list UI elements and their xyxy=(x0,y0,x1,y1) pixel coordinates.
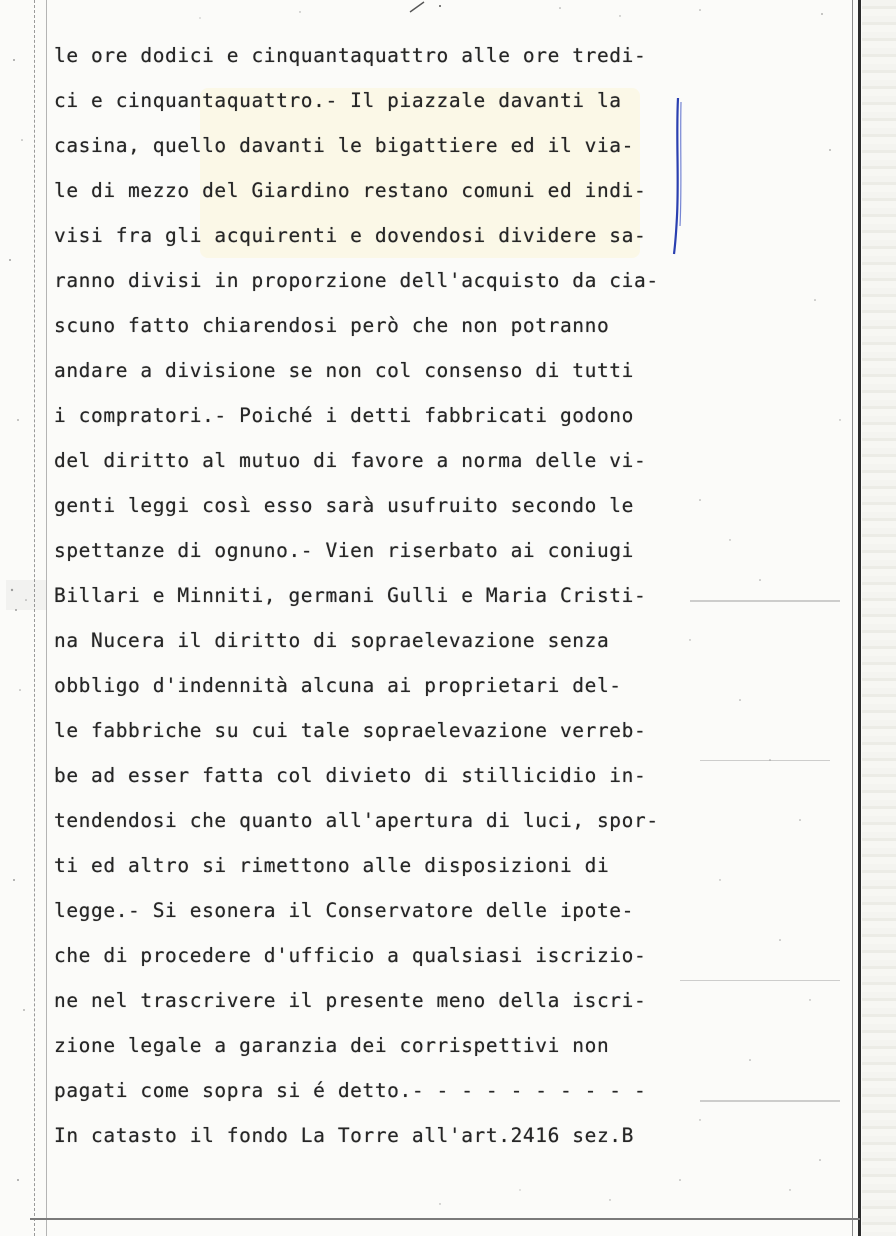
text-line: pagati come sopra si é detto.- - - - - - - - - - xyxy=(54,1079,647,1102)
text-line: ne nel trascrivere il presente meno della iscri- xyxy=(54,989,647,1012)
text-line: le ore dodici e cinquantaquattro alle ore tredi- xyxy=(54,44,647,67)
text-line: spettanze di ognuno.- Vien riserbato ai coniugi xyxy=(54,539,634,562)
right-rule-thin xyxy=(852,0,853,1236)
text-line: andare a divisione se non col consenso di tutti xyxy=(54,359,634,382)
text-line: In catasto il fondo La Torre all'art.2416 sez.B xyxy=(54,1124,634,1147)
text-line: ti ed altro si rimettono alle disposizioni di xyxy=(54,854,610,877)
top-stray-mark xyxy=(380,0,480,14)
text-line: obbligo d'indennità alcuna ai proprietari del- xyxy=(54,674,622,697)
text-line: na Nucera il diritto di sopraelevazione senza xyxy=(54,629,610,652)
text-line: del diritto al mutuo di favore a norma delle vi- xyxy=(54,449,647,472)
right-rule-thick xyxy=(858,0,861,1236)
text-line: visi fra gli acquirenti e dovendosi dividere sa- xyxy=(54,224,647,247)
text-line: ci e cinquantaquattro.- Il piazzale davanti la xyxy=(54,89,622,112)
text-line: be ad esser fatta col divieto di stillicidio in- xyxy=(54,764,647,787)
text-line: Billari e Minniti, germani Gulli e Maria Cristi- xyxy=(54,584,647,607)
blue-pen-mark xyxy=(672,96,684,256)
text-line: i compratori.- Poiché i detti fabbricati godono xyxy=(54,404,634,427)
text-line: legge.- Si esonera il Conservatore delle ipote- xyxy=(54,899,634,922)
page-edge-shadow xyxy=(862,0,896,1236)
text-line: tendendosi che quanto all'apertura di luci, spor- xyxy=(54,809,659,832)
text-line: zione legale a garanzia dei corrispettivi non xyxy=(54,1034,610,1057)
margin-rule-outer xyxy=(34,0,35,1236)
text-line: le di mezzo del Giardino restano comuni ed indi- xyxy=(54,179,647,202)
text-line: scuno fatto chiarendosi però che non potranno xyxy=(54,314,610,337)
bottom-page-edge xyxy=(30,1218,860,1220)
text-line: che di procedere d'ufficio a qualsiasi iscrizio- xyxy=(54,944,647,967)
text-line: casina, quello davanti le bigattiere ed il via- xyxy=(54,134,634,157)
text-line: le fabbriche su cui tale sopraelevazione verreb- xyxy=(54,719,647,742)
text-line: genti leggi così esso sarà usufruito secondo le xyxy=(54,494,634,517)
text-line: ranno divisi in proporzione dell'acquisto da cia- xyxy=(54,269,659,292)
margin-rule-inner xyxy=(46,0,47,1236)
